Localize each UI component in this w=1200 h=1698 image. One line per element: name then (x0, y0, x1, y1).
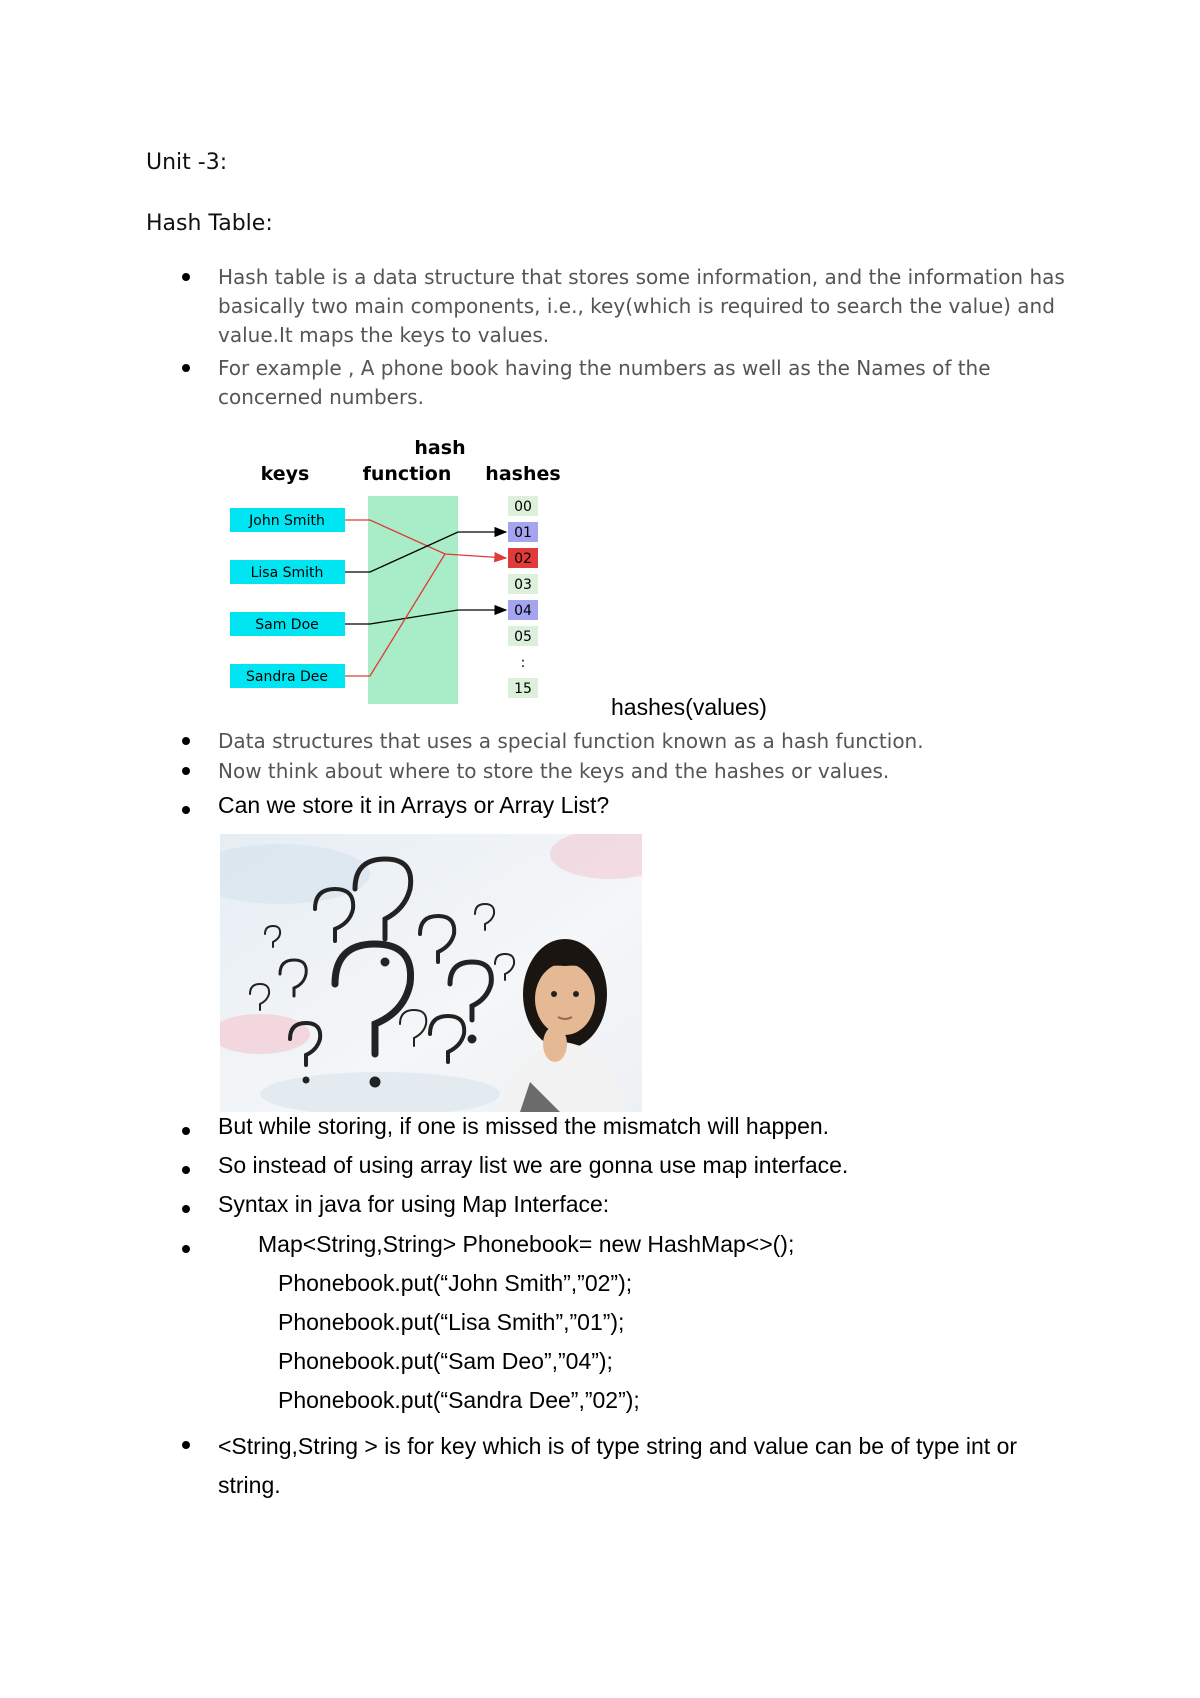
bullet-dot (182, 1166, 190, 1174)
hash-label: 01 (514, 525, 532, 541)
col-hash-label-2: function (362, 463, 452, 485)
dark-bullet-2: So instead of using array list we are gonna use map interface. (218, 1152, 849, 1178)
hash-table-diagram (220, 430, 580, 710)
key-label: Sam Doe (255, 617, 319, 633)
hash-label: 05 (514, 629, 532, 645)
bullet-dot (182, 806, 190, 814)
diagram-caption: hashes(values) (611, 694, 767, 720)
key-label: Sandra Dee (245, 669, 329, 685)
col-keys-label: keys (260, 463, 310, 485)
hash-label: 00 (514, 499, 532, 515)
intro-bullet-2: For example , A phone book having the numbers as well as the Names of the concerned numbers. (218, 356, 991, 409)
intro-bullet-1: Hash table is a data structure that stores some information, and the information has basically two main components, i.e., key(which is required to search the value) and value.It maps the keys to values. (218, 265, 1065, 347)
code-line-1: Map<String,String> Phonebook= new HashMap<>(); (258, 1231, 795, 1257)
hash-function-band (368, 496, 458, 704)
hash-label: 02 (514, 551, 532, 567)
bullet-dot (182, 767, 190, 775)
code-line-2: Phonebook.put(“John Smith”,”02”); (278, 1270, 633, 1296)
bullet-dot (182, 1127, 190, 1135)
hash-label: 15 (514, 681, 532, 697)
thinking-girl-question-marks-illustration (220, 834, 642, 1112)
key-label: Lisa Smith (250, 565, 324, 581)
bullet-dot (182, 1205, 190, 1213)
code-line-4: Phonebook.put(“Sam Deo”,”04”); (278, 1348, 613, 1374)
dark-bullet-1: But while storing, if one is missed the mismatch will happen. (218, 1113, 830, 1139)
last-bullet: <String,String > is for key which is of type string and value can be of type int or string. (218, 1433, 1018, 1498)
bullet-dot (182, 1441, 190, 1449)
section-heading: Hash Table: (146, 211, 273, 236)
code-line-3: Phonebook.put(“Lisa Smith”,”01”); (278, 1309, 625, 1335)
mid-bullet-2: Now think about where to store the keys and the hashes or values. (218, 759, 890, 783)
hash-label: 04 (514, 603, 532, 619)
question-bullet: Can we store it in Arrays or Array List? (218, 792, 610, 818)
mid-bullet-1: Data structures that uses a special function known as a hash function. (218, 729, 924, 753)
dark-bullet-3: Syntax in java for using Map Interface: (218, 1191, 610, 1217)
col-hash-label-1: hash (414, 437, 466, 459)
code-line-5: Phonebook.put(“Sandra Dee”,”02”); (278, 1387, 640, 1413)
bullet-dot (182, 1245, 190, 1253)
bullet-dot (182, 737, 190, 745)
bullet-dot (182, 273, 190, 281)
hash-label: 03 (514, 577, 532, 593)
hash-label: : (520, 655, 526, 671)
bullet-dot (182, 364, 190, 372)
col-hashes-label: hashes (485, 463, 561, 485)
unit-heading: Unit -3: (146, 150, 228, 175)
key-label: John Smith (249, 513, 325, 529)
